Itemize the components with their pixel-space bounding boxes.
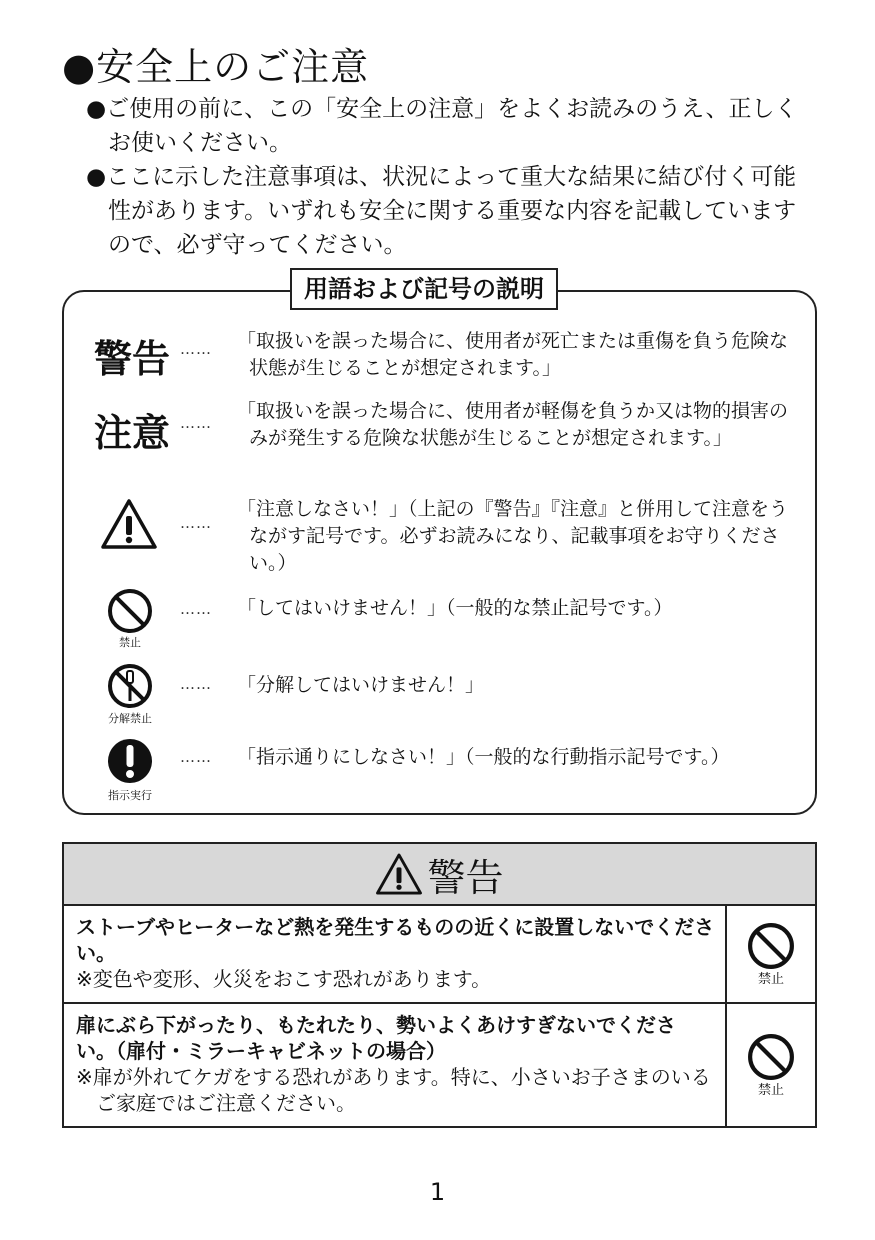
chui-desc: [237, 398, 797, 452]
caution-symbol-desc: [237, 496, 797, 577]
warning-row: [64, 906, 815, 1004]
intro-notes: [86, 92, 816, 262]
warning-row-note: ※変色や変形、火災をおこす恐れがあります。: [76, 967, 492, 991]
page-number: 1: [429, 1178, 446, 1206]
keiko-desc-text: 「取扱いを誤った場合に、使用者が死亡または重傷を負う危険な状態が生じることが想定されます。」: [237, 330, 789, 379]
prohibited-icon: [107, 588, 153, 634]
warning-row-main: 扉にぶら下がったり、もたれたり、勢いよくあけすぎないでください。（扉付・ミラーキャビネットの場合）: [76, 1013, 676, 1063]
warning-row-icon-cell: [727, 1004, 815, 1126]
mandatory-label: 指示実行: [108, 789, 152, 802]
warning-triangle-icon: [100, 498, 158, 550]
warning-row: [64, 1004, 815, 1126]
dots: ……: [180, 600, 212, 618]
mandatory-desc: [237, 744, 797, 771]
prohibited-label: 禁止: [757, 1082, 784, 1098]
dots: ……: [180, 514, 212, 532]
dots: ……: [180, 414, 212, 432]
dots: ……: [180, 675, 212, 693]
prohibited-label: 禁止: [119, 636, 141, 649]
page-title: ●安全上のご注意: [62, 45, 370, 89]
intro-note-1: ●ご使用の前に、この「安全上の注意」をよくお読みのうえ、正しくお使いください。: [86, 96, 798, 156]
prohibited-desc-text: 「してはいけません！」（一般的な禁止記号です。）: [237, 597, 673, 619]
no-disassembly-icon: [107, 663, 153, 709]
prohibited-label: 禁止: [757, 971, 784, 987]
no-disassembly-desc: [237, 672, 797, 699]
keiko-word: 警告: [94, 337, 171, 381]
mandatory-desc-text: 「指示通りにしなさい！」（一般的な行動指示記号です。）: [237, 746, 730, 768]
warning-row-main: ストーブやヒーターなど熱を発生するものの近くに設置しないでください。: [76, 915, 715, 965]
intro-note-2: ●ここに示した注意事項は、状況によって重大な結果に結び付く可能性があります。いずれも安全に関する重要な内容を記載していますので、必ず守ってください。: [86, 164, 797, 258]
warning-row-icon-cell: [727, 906, 815, 1002]
prohibited-icon: [747, 922, 795, 970]
warning-row-text: [64, 1004, 727, 1126]
mandatory-icon: [107, 738, 153, 784]
prohibited-icon: [747, 1033, 795, 1081]
caution-symbol-desc-text: 「注意しなさい！」（上記の『警告』『注意』と併用して注意をうながす記号です。必ずお読みになり、記載事項をお守りください。）: [237, 498, 789, 574]
dots: ……: [180, 748, 212, 766]
no-disassembly-desc-text: 「分解してはいけません！」: [237, 674, 485, 696]
keiko-desc: [237, 328, 797, 382]
warning-table-header: [64, 844, 815, 906]
warning-table: [62, 842, 817, 1128]
chui-word: 注意: [94, 411, 171, 455]
warning-table-title: 警告: [427, 855, 504, 900]
definitions-box-title: 用語および記号の説明: [290, 268, 558, 310]
chui-desc-text: 「取扱いを誤った場合に、使用者が軽傷を負うか又は物的損害のみが発生する危険な状態が生じることが想定されます。」: [237, 400, 789, 449]
warning-row-text: [64, 906, 727, 1002]
dots: ……: [180, 340, 212, 358]
warning-row-note: ※扉が外れてケガをする恐れがあります。特に、小さいお子さまのいるご家庭ではご注意ください。: [76, 1065, 711, 1115]
prohibited-desc: [237, 595, 797, 622]
no-disassembly-label: 分解禁止: [108, 712, 152, 725]
warning-triangle-icon: [375, 852, 423, 896]
